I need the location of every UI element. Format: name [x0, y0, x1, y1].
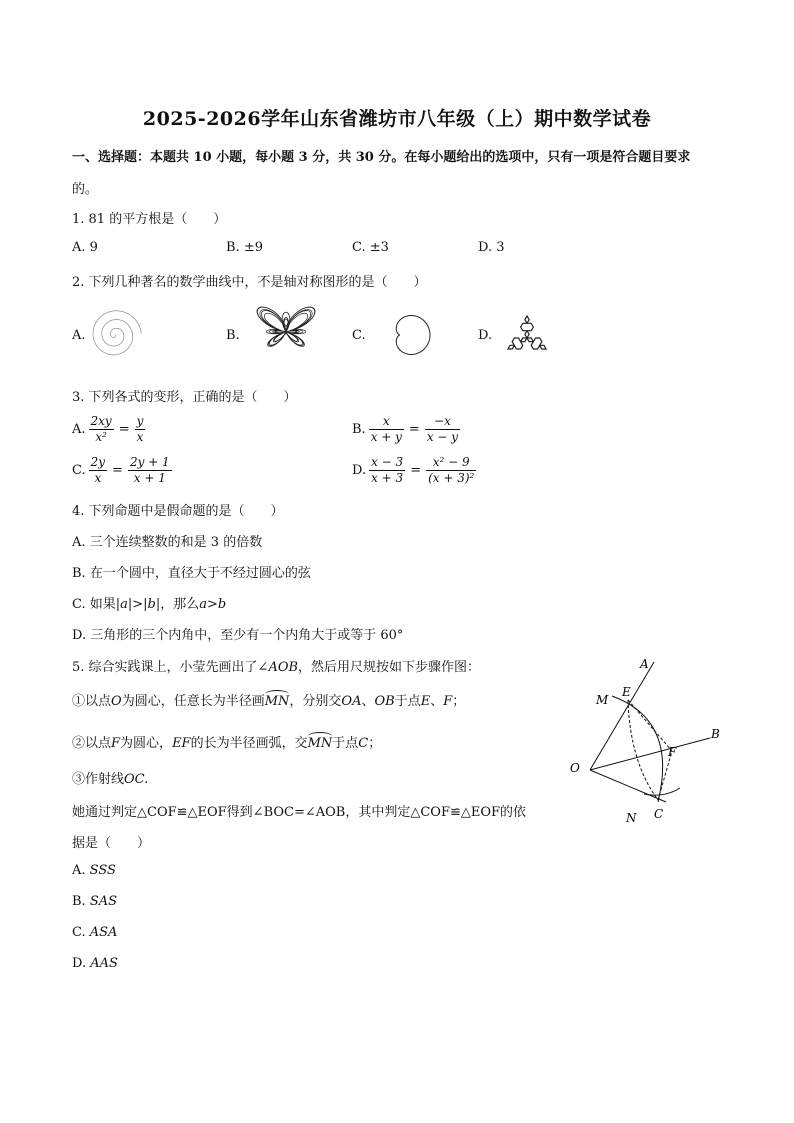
q3-option-d [352, 452, 479, 488]
q4-option-a: A. 三个连续整数的和是 3 的倍数 [72, 535, 263, 550]
q3-option-a [72, 412, 148, 446]
label-O: O [570, 761, 580, 775]
section-heading: 一、选择题：本题共 10 小题，每小题 3 分，共 30 分。在每小题给出的选项中，只有一项是符合题目要求 [72, 150, 691, 165]
q5-judge-cont: 据是（ ） [72, 836, 151, 851]
q4-option-b: B. 在一个圆中，直径大于不经过圆心的弦 [72, 566, 311, 581]
label-F: F [668, 745, 677, 759]
q3-option-d-label: D. [352, 462, 367, 478]
q2-option-c-label: C. [352, 328, 366, 343]
q5-step2: ②以点F为圆心，EF的长为半径画弧，交MN于点C； [72, 730, 381, 751]
fraction: $\frac{\text{x² − 9}}{\text{(x + 3)²}}$ [428, 454, 475, 485]
label-B: B [711, 727, 720, 741]
compass-construction-figure [560, 652, 740, 832]
fraction: $\frac{-x}{x - y}$ [426, 413, 459, 444]
fraction: $\frac{x - 3}{x + 3}$ [371, 454, 404, 485]
q3-option-b-label: B. [352, 421, 366, 437]
equals-sign: = [410, 462, 422, 478]
q5-stem: 5. 综合实践课上，小莹先画出了∠AOB，然后用尺规按如下步骤作图： [72, 660, 481, 675]
butterfly-curve-image [242, 302, 330, 364]
q5-step3: ③作射线OC. [72, 772, 149, 787]
equals-sign: = [112, 462, 123, 478]
q2-option-b-label: B. [226, 328, 240, 343]
equals-sign: = [408, 421, 420, 437]
math-inline: ∠AOB [257, 660, 299, 675]
q3-option-c [72, 452, 175, 488]
cardioid-curve-image [370, 302, 432, 368]
q4-option-c: C. 如果|a|>|b|，那么a>b [72, 597, 227, 612]
q4-stem: 4. 下列命题中是假命题的是（ ） [72, 504, 284, 519]
koch-snowflake-image [496, 306, 558, 366]
q5-step1: ①以点O为圆心，任意长为半径画MN，分别交OA、OB于点E、F； [72, 688, 465, 709]
fraction: $\frac{2xy}{\text{x²}}$ [90, 413, 112, 444]
spiral-curve-image [86, 306, 144, 364]
fraction: $\frac{2y}{x}$ [90, 454, 106, 485]
label-E: E [622, 685, 631, 699]
q5-option-a: A. SSS [72, 863, 116, 878]
equals-sign: = [118, 421, 130, 437]
math-inline: a>b [199, 597, 227, 612]
fraction: $\frac{x}{x + y}$ [370, 413, 402, 444]
label-C: C [654, 807, 664, 821]
math-inline: |a|>|b| [115, 597, 161, 612]
section-heading-cont: 的。 [72, 182, 99, 197]
arc-symbol: MN [265, 688, 290, 709]
q2-option-a-label: A. [72, 328, 86, 343]
q1-stem: 1. 81 的平方根是（ ） [72, 212, 227, 227]
label-A: A [640, 657, 649, 671]
arc-symbol: MN [308, 730, 333, 751]
q3-option-b [352, 412, 463, 446]
q5-option-c: C. ASA [72, 925, 118, 940]
q3-stem: 3. 下列各式的变形，正确的是（ ） [72, 390, 297, 405]
q2-option-d-label: D. [478, 328, 493, 343]
label-N: N [626, 811, 637, 825]
q3-option-a-label: A. [72, 421, 86, 437]
q5-judge: 她通过判定△COF≌△EOF得到∠BOC=∠AOB，其中判定△COF≌△EOF的依 [72, 805, 527, 820]
q2-stem: 2. 下列几种著名的数学曲线中，不是轴对称图形的是（ ） [72, 275, 427, 290]
q5-option-d: D. AAS [72, 956, 118, 971]
page-title: 2025-2026学年山东省潍坊市八年级（上）期中数学试卷 [142, 108, 652, 130]
q1-option-c: C. ±3 [352, 240, 389, 255]
q1-option-b: B. ±9 [226, 240, 263, 255]
q3-option-c-label: C. [72, 462, 86, 478]
q1-option-d: D. 3 [478, 240, 505, 255]
label-M: M [596, 693, 609, 707]
q5-option-b: B. SAS [72, 894, 118, 909]
fraction: $\frac{y}{x}$ [136, 413, 144, 444]
q4-option-d: D. 三角形的三个内角中，至少有一个内角大于或等于 60° [72, 628, 404, 643]
fraction: $\frac{2y + 1}{x + 1}$ [129, 454, 170, 485]
q1-option-a: A. 9 [72, 240, 98, 255]
